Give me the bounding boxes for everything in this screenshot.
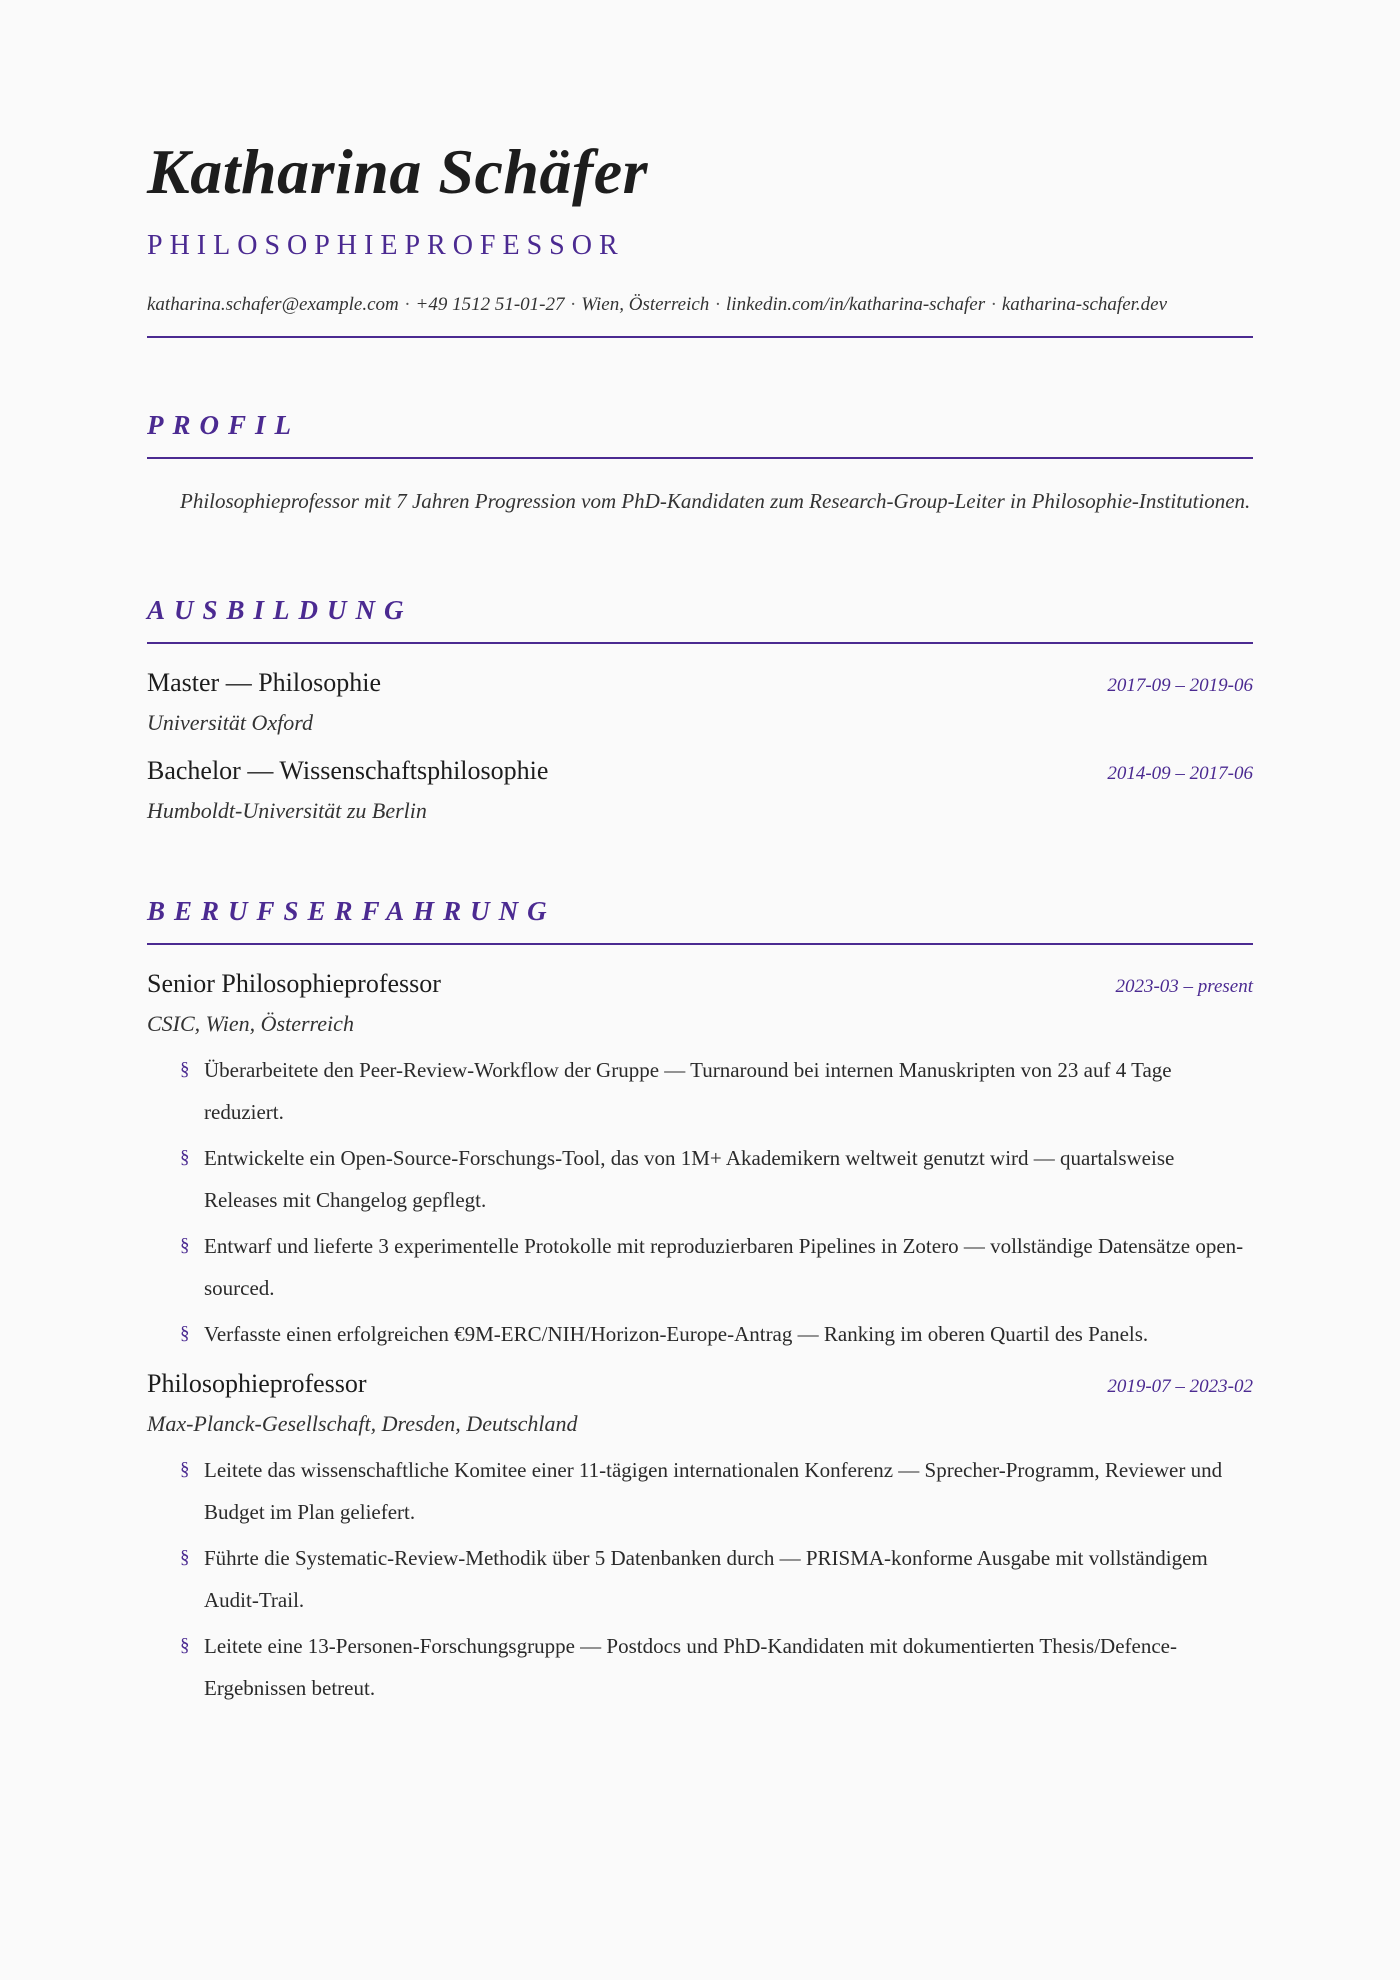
section-sign-icon: § [180, 1059, 190, 1080]
bullet-text: Entwarf und lieferte 3 experimentelle Protokolle mit reproduzierbaren Pipelines in Zotero — vollständige Datensätze open-sourced. [204, 1234, 1244, 1300]
experience-entry [147, 969, 1253, 1355]
section-sign-icon: § [180, 1459, 190, 1480]
entry-header [147, 1369, 1253, 1399]
list-item [180, 1225, 1253, 1309]
list-item [180, 1625, 1253, 1709]
achievement-list [147, 1049, 1253, 1355]
experience-heading: BERUFSERFAHRUNG [147, 896, 556, 926]
contact-email[interactable]: katharina.schafer@example.com [147, 294, 399, 315]
degree-title: Bachelor — Wissenschaftsphilosophie [147, 756, 549, 785]
entry-dates: 2023-03 – present [1115, 976, 1253, 997]
section-divider [147, 642, 1253, 644]
entry-dates: 2014-09 – 2017-06 [1107, 763, 1253, 784]
list-item [180, 1537, 1253, 1621]
list-item [180, 1449, 1253, 1533]
profile-section [147, 412, 1253, 523]
job-title: PHILOSOPHIEPROFESSOR [147, 230, 625, 261]
bullet-text: Leitete das wissenschaftliche Komitee einer 11-tägigen internationalen Konferenz — Sprecher-Programm, Reviewer und Budget im Plan geliefert. [204, 1458, 1223, 1524]
contact-linkedin[interactable]: linkedin.com/in/katharina-schafer [726, 294, 986, 315]
experience-section [147, 898, 1253, 1709]
bullet-text: Leitete eine 13-Personen-Forschungsgruppe — Postdocs und PhD-Kandidaten mit dokumentierten Thesis/Defence-Ergebnissen betreut. [204, 1634, 1177, 1700]
contact-phone[interactable]: +49 1512 51-01-27 [415, 294, 565, 315]
list-item [180, 1313, 1253, 1355]
list-item [180, 1137, 1253, 1221]
contact-separator: · [991, 294, 996, 315]
section-sign-icon: § [180, 1323, 190, 1344]
section-sign-icon: § [180, 1147, 190, 1168]
education-entry [147, 668, 1253, 736]
position-title: Philosophieprofessor [147, 1369, 367, 1398]
contact-separator: · [404, 294, 410, 315]
organization-name: CSIC, Wien, Österreich [147, 1011, 354, 1036]
contact-website[interactable]: katharina-schafer.dev [1001, 294, 1168, 315]
education-heading: AUSBILDUNG [147, 595, 413, 625]
section-divider [147, 457, 1253, 459]
entry-header [147, 756, 1253, 786]
section-sign-icon: § [180, 1235, 190, 1256]
institution-name: Humboldt-Universität zu Berlin [147, 798, 427, 823]
section-divider [147, 943, 1253, 945]
entry-dates: 2019-07 – 2023-02 [1107, 1376, 1253, 1397]
degree-title: Master — Philosophie [147, 668, 381, 697]
position-title: Senior Philosophieprofessor [147, 969, 441, 998]
bullet-text: Entwickelte ein Open-Source-Forschungs-Tool, das von 1M+ Akademikern weltweit genutzt wird — quartalsweise Releases mit Changelog gepflegt. [204, 1146, 1175, 1212]
entry-header [147, 969, 1253, 999]
section-sign-icon: § [180, 1635, 190, 1656]
candidate-name: Katharina Schäfer [147, 136, 649, 207]
section-sign-icon: § [180, 1547, 190, 1568]
list-item [180, 1049, 1253, 1133]
entry-header [147, 668, 1253, 698]
experience-entry [147, 1369, 1253, 1709]
education-entry [147, 756, 1253, 824]
contact-location: Wien, Österreich [581, 294, 710, 315]
contact-separator: · [715, 294, 721, 315]
contact-separator: · [570, 294, 576, 315]
bullet-text: Führte die Systematic-Review-Methodik über 5 Datenbanken durch — PRISMA-konforme Ausgabe mit vollständigem Audit-Trail. [204, 1546, 1208, 1612]
education-section [147, 597, 1253, 824]
bullet-text: Verfasste einen erfolgreichen €9M-ERC/NIH/Horizon-Europe-Antrag — Ranking im oberen Quartil des Panels. [204, 1322, 1149, 1346]
header-divider [147, 336, 1253, 338]
profile-heading: PROFIL [147, 410, 301, 440]
profile-summary: Philosophieprofessor mit 7 Jahren Progression vom PhD-Kandidaten zum Research-Group-Leiter in Philosophie-Institutionen. [180, 489, 1251, 513]
achievement-list [147, 1449, 1253, 1709]
entry-dates: 2017-09 – 2019-06 [1107, 675, 1253, 696]
organization-name: Max-Planck-Gesellschaft, Dresden, Deutschland [147, 1411, 578, 1436]
institution-name: Universität Oxford [147, 710, 313, 735]
contact-line [147, 294, 1253, 316]
bullet-text: Überarbeitete den Peer-Review-Workflow der Gruppe — Turnaround bei internen Manuskripten von 23 auf 4 Tage reduziert. [204, 1058, 1172, 1124]
